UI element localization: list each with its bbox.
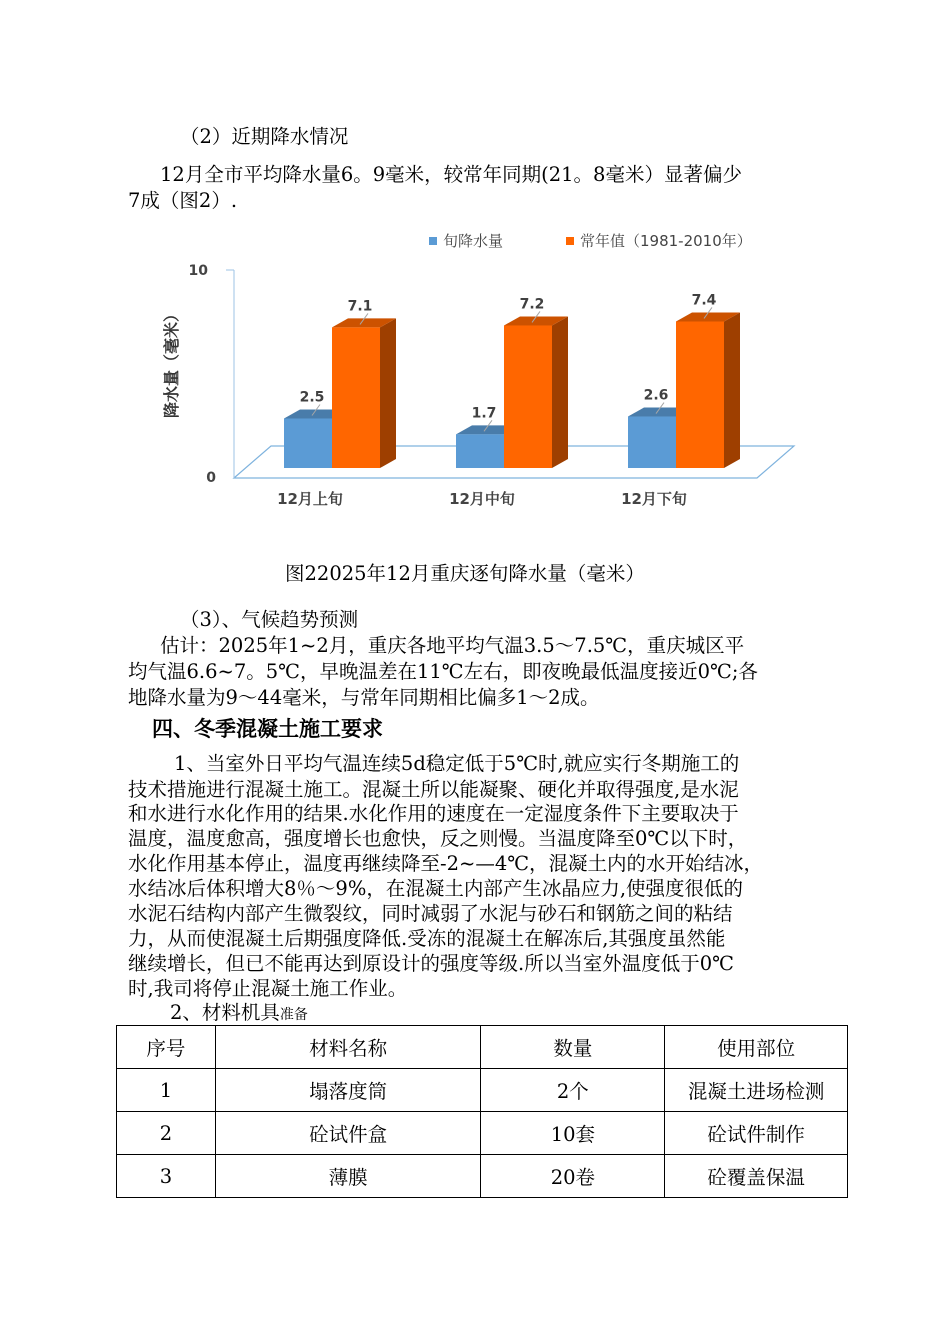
table-cell: 砼试件制作 <box>665 1112 848 1155</box>
section-4-line-2: 技术措施进行混凝土施工。混凝土所以能凝聚、硬化并取得强度,是水泥 <box>128 778 739 801</box>
section-2-title: （2）近期降水情况 <box>180 125 349 148</box>
table-cell: 砼覆盖保温 <box>665 1155 848 1198</box>
table-row <box>117 1112 848 1155</box>
x-tick-label-3: 12月下旬 <box>621 490 687 508</box>
table-row <box>117 1155 848 1198</box>
bar-side-face <box>380 318 396 468</box>
section-3-line-2: 均气温6.6~7。5℃，早晚温差在11℃左右，即夜晚最低温度接近0℃;各 <box>128 660 758 683</box>
bar-side-face <box>552 316 568 468</box>
y-tick-label-min: 0 <box>206 470 216 486</box>
section-3-line-3: 地降水量为9～44毫米，与常年同期相比偏多1～2成。 <box>128 686 600 709</box>
data-label-2-3: 7.4 <box>691 292 717 309</box>
table-header-cell: 使用部位 <box>665 1026 848 1069</box>
legend-swatch-series-2 <box>566 237 574 245</box>
section-4-line-3: 和水进行水化作用的结果.水化作用的速度在一定湿度条件下主要取决于 <box>128 802 739 825</box>
y-axis-label: 降水量（毫米） <box>162 305 181 419</box>
table-row <box>117 1069 848 1112</box>
legend-label-series-1: 旬降水量 <box>443 232 504 250</box>
table-header-cell: 数量 <box>481 1026 665 1069</box>
table-cell: 砼试件盒 <box>215 1112 481 1155</box>
bar-front-face <box>628 417 676 468</box>
bar-2-3 <box>676 292 740 468</box>
table-cell: 2个 <box>481 1069 665 1112</box>
bar-front-face <box>284 419 332 469</box>
table-cell: 薄膜 <box>215 1155 481 1198</box>
materials-title <box>170 1000 308 1028</box>
section-4-line-4: 温度，温度愈高，强度增长也愈快，反之则慢。当温度降至0℃以下时， <box>128 827 748 850</box>
bar-2-1 <box>332 298 396 468</box>
section-4-line-8: 力，从而使混凝土后期强度降低.受冻的混凝土在解冻后,其强度虽然能 <box>128 927 726 950</box>
table-header-cell: 序号 <box>117 1026 216 1069</box>
data-label-2-2: 7.2 <box>519 296 545 313</box>
data-label-1-2: 1.7 <box>471 405 497 422</box>
data-label-1-1: 2.5 <box>299 389 325 406</box>
x-tick-label-1: 12月上旬 <box>277 490 343 508</box>
materials-title-suffix: 准备 <box>279 1007 308 1023</box>
section-2-paragraph-line-1: 12月全市平均降水量6。9毫米，较常年同期(21。8毫米）显著偏少 <box>160 163 742 186</box>
bar-front-face <box>504 325 552 468</box>
legend-label-series-2: 常年值（1981-2010年） <box>580 232 752 250</box>
bar-side-face <box>724 312 740 468</box>
section-4-line-6: 水结冰后体积增大8％～9%，在混凝土内部产生冰晶应力,使强度很低的 <box>128 877 744 900</box>
bar-front-face <box>676 321 724 468</box>
chart-legend <box>429 232 752 250</box>
figure-caption: 图22025年12月重庆逐旬降水量（毫米） <box>285 562 645 585</box>
table-cell: 2 <box>117 1112 216 1155</box>
table-header-cell: 材料名称 <box>215 1026 481 1069</box>
table-cell: 20卷 <box>481 1155 665 1198</box>
precipitation-chart <box>150 222 810 522</box>
bar-front-face <box>332 327 380 468</box>
y-tick-label-max: 10 <box>188 263 208 279</box>
section-4-line-10: 时,我司将停止混凝土施工作业。 <box>128 977 408 1000</box>
legend-swatch-series-1 <box>429 237 437 245</box>
data-label-1-3: 2.6 <box>643 387 669 404</box>
table-cell: 塌落度筒 <box>215 1069 481 1112</box>
x-tick-label-2: 12月中旬 <box>449 490 515 508</box>
data-label-2-1: 7.1 <box>347 298 373 315</box>
table-cell: 混凝土进场检测 <box>665 1069 848 1112</box>
table-cell: 3 <box>117 1155 216 1198</box>
section-4-line-1: 1、当室外日平均气温连续5d稳定低于5℃时,就应实行冬期施工的 <box>174 752 740 775</box>
section-3-line-1: 估计：2025年1~2月，重庆各地平均气温3.5～7.5℃，重庆城区平 <box>160 634 745 657</box>
section-4-line-7: 水泥石结构内部产生微裂纹，同时减弱了水泥与砂石和钢筋之间的粘结 <box>128 902 733 925</box>
bar-front-face <box>456 434 504 468</box>
section-2-paragraph-line-2: 7成（图2）. <box>128 189 238 212</box>
chart-bars <box>284 292 740 468</box>
section-4-line-9: 继续增长，但已不能再达到原设计的强度等级.所以当室外温度低于0℃ <box>128 952 734 975</box>
table-header-row <box>117 1026 848 1069</box>
table-cell: 1 <box>117 1069 216 1112</box>
section-4-line-5: 水化作用基本停止，温度再继续降至-2~—4℃，混凝土内的水开始结冰， <box>128 852 764 875</box>
materials-title-main: 2、材料机具 <box>170 1001 280 1024</box>
bar-2-2 <box>504 296 568 468</box>
section-3-title: （3）、气候趋势预测 <box>180 608 359 631</box>
section-4-heading: 四、冬季混凝土施工要求 <box>152 717 383 741</box>
table-cell: 10套 <box>481 1112 665 1155</box>
materials-table <box>116 1025 848 1198</box>
